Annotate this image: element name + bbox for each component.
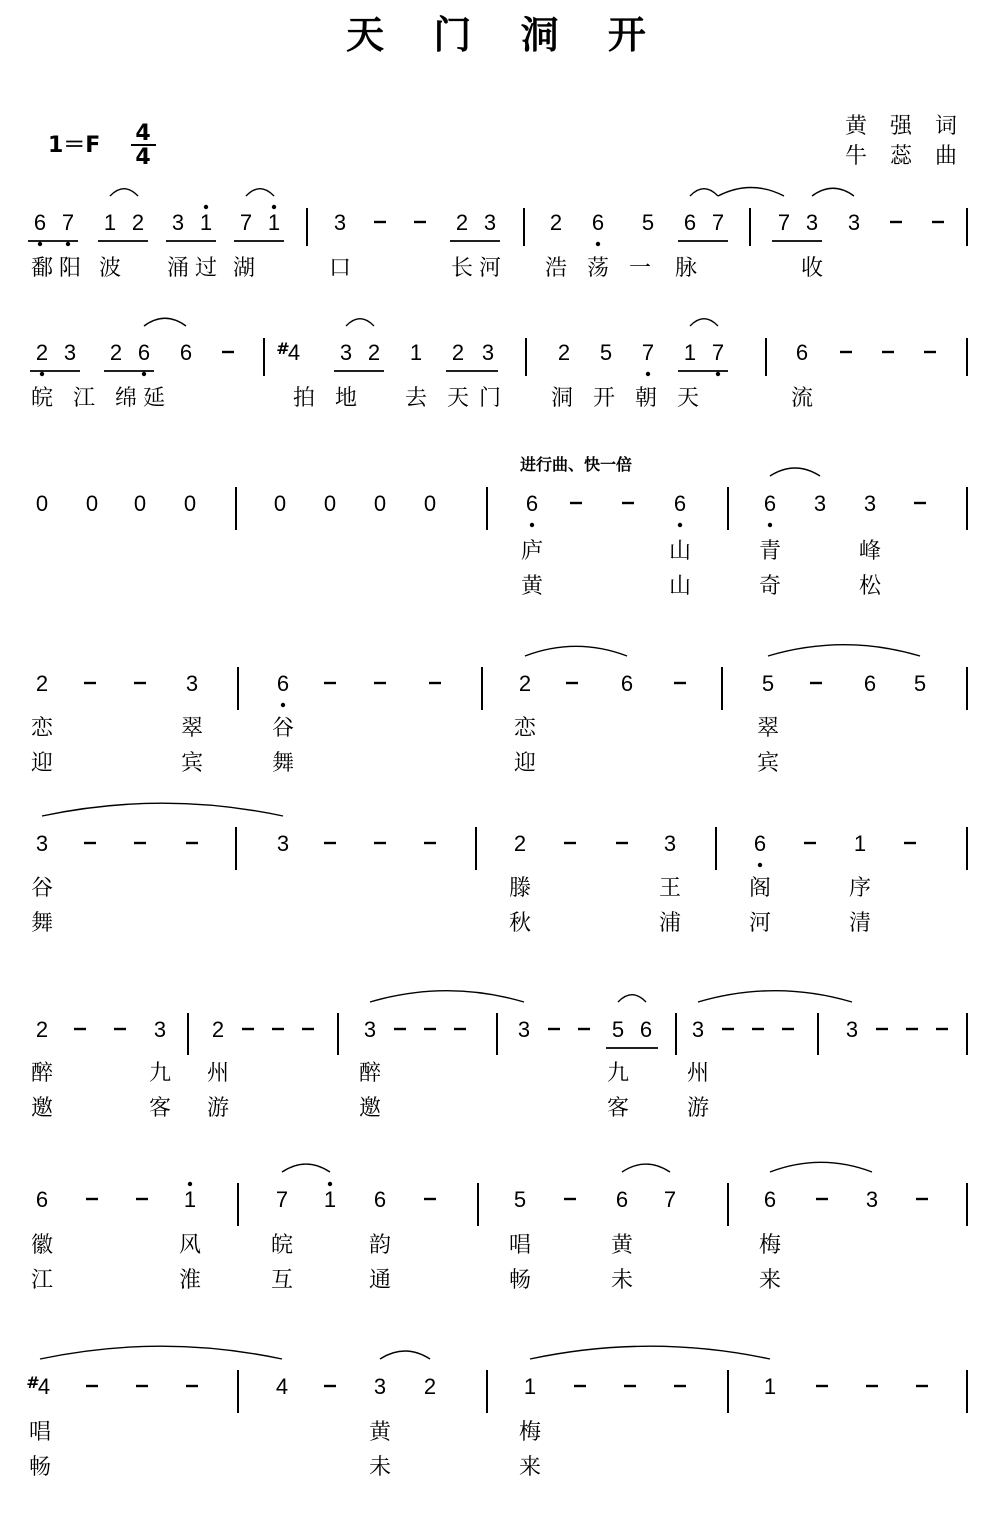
note: 0	[373, 491, 387, 516]
lyric-syllable: 宾	[180, 751, 204, 776]
lyric-syllable: 唱	[28, 1420, 52, 1445]
note: 2	[423, 1374, 437, 1399]
note: 3	[483, 210, 497, 235]
lyric-syllable: 宾	[756, 751, 780, 776]
upper-octave-dot	[204, 205, 208, 209]
note: 7	[711, 210, 725, 235]
lyric-syllable: 峰	[858, 539, 882, 564]
note: 6	[753, 831, 767, 856]
lyric-syllable: 门	[478, 386, 502, 411]
note: 6	[179, 340, 193, 365]
slur-arc	[690, 319, 718, 326]
note: 3	[35, 831, 49, 856]
lyric-syllable: 鄱	[30, 256, 54, 281]
slur-arc	[40, 1346, 282, 1359]
lyric-syllable: 醉	[358, 1061, 382, 1086]
note: 2	[131, 210, 145, 235]
lyric-syllable: 拍	[292, 386, 316, 411]
lyric-syllable: 奇	[758, 574, 782, 599]
lyric-syllable: 青	[758, 539, 782, 564]
note: 3	[363, 1017, 377, 1042]
note: 4	[275, 1374, 289, 1399]
note: 2	[455, 210, 469, 235]
slur-arc	[525, 646, 627, 656]
note: 0	[273, 491, 287, 516]
lyric-syllable: 醉	[30, 1061, 54, 1086]
slur-arc	[530, 1346, 770, 1359]
lyric-syllable: 舞	[30, 911, 54, 936]
system-2	[30, 318, 967, 411]
note-high-1: 1	[267, 210, 281, 235]
note: 6	[35, 1187, 49, 1212]
slur-arc	[768, 645, 920, 656]
note: 5	[761, 671, 775, 696]
note: 6	[591, 210, 605, 235]
lyric-syllable: 恋	[30, 716, 54, 741]
lyric-syllable: 洞	[550, 386, 574, 411]
note: 2	[35, 340, 49, 365]
note: 1	[103, 210, 117, 235]
lyric-syllable: 浩	[544, 256, 568, 281]
upper-octave-dot	[188, 1182, 192, 1186]
note: 6	[137, 340, 151, 365]
slur-arc	[282, 1164, 330, 1172]
note: 2	[451, 340, 465, 365]
lower-octave-dot	[758, 863, 762, 867]
lyric-syllable: 秋	[508, 911, 532, 936]
note: 3	[845, 1017, 859, 1042]
note: 6	[763, 1187, 777, 1212]
system-7	[31, 1162, 967, 1293]
lyric-syllable: 游	[686, 1096, 710, 1121]
note: 1	[853, 831, 867, 856]
lower-octave-dot	[596, 242, 600, 246]
note: 3	[691, 1017, 705, 1042]
lyric-syllable: 谷	[271, 716, 295, 741]
lyric-syllable: 梅	[758, 1233, 782, 1258]
slur-arc	[770, 1162, 872, 1172]
lyric-syllable: 九	[606, 1061, 630, 1086]
note: 7	[61, 210, 75, 235]
note: 6	[615, 1187, 629, 1212]
system-4	[31, 645, 967, 776]
note-high-1: 1	[199, 210, 213, 235]
upper-octave-dot	[328, 1182, 332, 1186]
note: 2	[513, 831, 527, 856]
note: 6	[373, 1187, 387, 1212]
slur-arc	[42, 803, 283, 816]
note: 3	[847, 210, 861, 235]
note: 7	[641, 340, 655, 365]
note: 0	[323, 491, 337, 516]
lyric-syllable: 畅	[508, 1268, 532, 1293]
note-high-1: 1	[183, 1187, 197, 1212]
lyric-syllable: 客	[148, 1096, 172, 1121]
note: 3	[333, 210, 347, 235]
lyric-syllable: 清	[848, 911, 872, 936]
slur-arc	[380, 1351, 430, 1359]
lyric-syllable: 河	[478, 256, 502, 281]
lyric-syllable: 通	[368, 1268, 392, 1293]
note: 1	[409, 340, 423, 365]
note: 5	[641, 210, 655, 235]
note: 6	[683, 210, 697, 235]
lyric-syllable: 恋	[513, 716, 537, 741]
lyric-syllable: 滕	[508, 876, 532, 901]
note: 6	[639, 1017, 653, 1042]
lower-octave-dot	[646, 372, 650, 376]
note: 2	[518, 671, 532, 696]
note: 7	[777, 210, 791, 235]
note-high-1: 1	[323, 1187, 337, 1212]
lyric-syllable: 未	[368, 1455, 392, 1480]
lyric-syllable: 迎	[513, 751, 537, 776]
slur-arc	[246, 189, 274, 196]
lower-octave-dot	[142, 372, 146, 376]
lyric-syllable: 淮	[178, 1268, 202, 1293]
note: 7	[663, 1187, 677, 1212]
slur-arc	[812, 188, 854, 196]
lyricist-credit: 黄 强 词	[845, 114, 965, 139]
lyric-syllable: 阁	[748, 876, 772, 901]
slur-arc	[346, 319, 374, 326]
lyric-syllable: 序	[848, 876, 872, 901]
lyric-syllable: 天	[676, 386, 700, 411]
lower-octave-dot	[66, 242, 70, 246]
note: 1	[523, 1374, 537, 1399]
note: 2	[35, 671, 49, 696]
system-8	[26, 1346, 967, 1480]
note: 6	[863, 671, 877, 696]
note: 5	[513, 1187, 527, 1212]
lyric-syllable: 未	[610, 1268, 634, 1293]
note: 6	[276, 671, 290, 696]
lyric-syllable: 州	[686, 1061, 710, 1086]
lyric-syllable: 过	[194, 256, 218, 281]
note: 0	[183, 491, 197, 516]
note: 4	[287, 340, 301, 365]
slur-arc	[370, 991, 524, 1002]
slur-arc	[770, 468, 820, 476]
sharp-sign: #	[26, 1373, 40, 1392]
note: 1	[763, 1374, 777, 1399]
note: 7	[275, 1187, 289, 1212]
lyric-syllable: 互	[270, 1268, 294, 1293]
system-1	[28, 187, 967, 281]
lyric-syllable: 天	[446, 386, 470, 411]
note: 3	[63, 340, 77, 365]
note: 4	[37, 1374, 51, 1399]
sharp-sign: #	[276, 339, 290, 358]
note: 6	[795, 340, 809, 365]
lyric-syllable: 松	[858, 574, 882, 599]
note: 7	[711, 340, 725, 365]
lower-octave-dot	[678, 523, 682, 527]
note: 0	[35, 491, 49, 516]
slur-arc	[144, 318, 186, 326]
note: 2	[557, 340, 571, 365]
note: 3	[373, 1374, 387, 1399]
lower-octave-dot	[530, 523, 534, 527]
note: 3	[865, 1187, 879, 1212]
lyric-syllable: 皖	[30, 386, 54, 411]
system-5	[31, 803, 967, 936]
note: 3	[517, 1017, 531, 1042]
score-systems	[26, 187, 967, 1480]
lyric-syllable: 翠	[756, 716, 780, 741]
lower-octave-dot	[768, 523, 772, 527]
note: 6	[525, 491, 539, 516]
lower-octave-dot	[716, 372, 720, 376]
slur-arc	[622, 1164, 670, 1172]
note: 3	[481, 340, 495, 365]
lyric-syllable: 庐	[520, 539, 544, 564]
lyric-syllable: 客	[606, 1096, 630, 1121]
slur-arc	[718, 187, 784, 196]
note: 0	[133, 491, 147, 516]
note: 3	[663, 831, 677, 856]
lyric-syllable: 绵	[114, 386, 138, 411]
note: 2	[549, 210, 563, 235]
note: 5	[913, 671, 927, 696]
lyric-syllable: 风	[178, 1233, 202, 1258]
note: 5	[611, 1017, 625, 1042]
lyric-syllable: 游	[206, 1096, 230, 1121]
lyric-syllable: 延	[142, 386, 166, 411]
note: 6	[33, 210, 47, 235]
note: 6	[673, 491, 687, 516]
upper-octave-dot	[272, 205, 276, 209]
lower-octave-dot	[281, 703, 285, 707]
note: 7	[239, 210, 253, 235]
lyric-syllable: 舞	[271, 751, 295, 776]
lyric-syllable: 收	[800, 256, 824, 281]
note: 3	[863, 491, 877, 516]
lyric-syllable: 九	[148, 1061, 172, 1086]
note: 5	[599, 340, 613, 365]
system-6	[31, 991, 967, 1121]
lyric-syllable: 口	[328, 256, 352, 281]
note: 2	[109, 340, 123, 365]
composer-credit: 牛 蕊 曲	[845, 144, 965, 169]
lyric-syllable: 徽	[30, 1233, 54, 1258]
key-signature: 1＝F	[48, 133, 101, 158]
lyric-syllable: 畅	[28, 1455, 52, 1480]
lyric-syllable: 山	[668, 539, 692, 564]
note: 3	[171, 210, 185, 235]
lyric-syllable: 开	[592, 386, 616, 411]
note: 3	[153, 1017, 167, 1042]
slur-arc	[698, 991, 852, 1002]
note: 3	[276, 831, 290, 856]
lyric-syllable: 浦	[658, 911, 682, 936]
lyric-syllable: 唱	[508, 1233, 532, 1258]
note: 6	[620, 671, 634, 696]
slur-arc	[618, 995, 646, 1002]
note: 3	[339, 340, 353, 365]
lyric-syllable: 邀	[30, 1096, 54, 1121]
lyric-syllable: 来	[758, 1268, 782, 1293]
slur-arc	[690, 189, 718, 196]
lyric-syllable: 河	[748, 911, 772, 936]
note: 2	[211, 1017, 225, 1042]
note: 6	[763, 491, 777, 516]
note: 3	[185, 671, 199, 696]
lyric-syllable: 长	[450, 256, 474, 281]
lyric-syllable: 翠	[180, 716, 204, 741]
system-3	[36, 468, 967, 599]
lyric-syllable: 地	[334, 386, 358, 411]
lyric-syllable: 黄	[520, 574, 544, 599]
lyric-syllable: 山	[668, 574, 692, 599]
lower-octave-dot	[40, 372, 44, 376]
note: 2	[35, 1017, 49, 1042]
lyric-syllable: 王	[658, 876, 682, 901]
lyric-syllable: 涌	[166, 256, 190, 281]
lyric-syllable: 韵	[368, 1233, 392, 1258]
lyric-syllable: 江	[72, 386, 96, 411]
lyric-syllable: 黄	[610, 1233, 634, 1258]
note: 2	[367, 340, 381, 365]
song-title: 天 门 洞 开	[346, 12, 664, 57]
time-signature-bottom: 4	[135, 145, 151, 170]
time-signature-top: 4	[135, 121, 151, 146]
lyric-syllable: 脉	[674, 256, 698, 281]
note: 0	[423, 491, 437, 516]
lyric-syllable: 波	[98, 256, 122, 281]
note: 1	[683, 340, 697, 365]
lyric-syllable: 梅	[518, 1420, 542, 1445]
lyric-syllable: 来	[518, 1455, 542, 1480]
lyric-syllable: 一	[628, 256, 652, 281]
lyric-syllable: 江	[30, 1268, 54, 1293]
lyric-syllable: 湖	[232, 256, 256, 281]
lyric-syllable: 黄	[368, 1420, 392, 1445]
lyric-syllable: 朝	[634, 386, 658, 411]
lyric-syllable: 流	[790, 386, 814, 411]
lower-octave-dot	[38, 242, 42, 246]
lyric-syllable: 迎	[30, 751, 54, 776]
note: 0	[85, 491, 99, 516]
lyric-syllable: 荡	[586, 256, 610, 281]
lyric-syllable: 州	[206, 1061, 230, 1086]
note: 3	[813, 491, 827, 516]
lyric-syllable: 阳	[58, 256, 82, 281]
tempo-marking: 进行曲、快一倍	[520, 455, 633, 474]
lyric-syllable: 邀	[358, 1096, 382, 1121]
lyric-syllable: 谷	[30, 876, 54, 901]
note: 3	[805, 210, 819, 235]
slur-arc	[110, 189, 138, 196]
lyric-syllable: 皖	[270, 1233, 294, 1258]
lyric-syllable: 去	[404, 386, 428, 411]
